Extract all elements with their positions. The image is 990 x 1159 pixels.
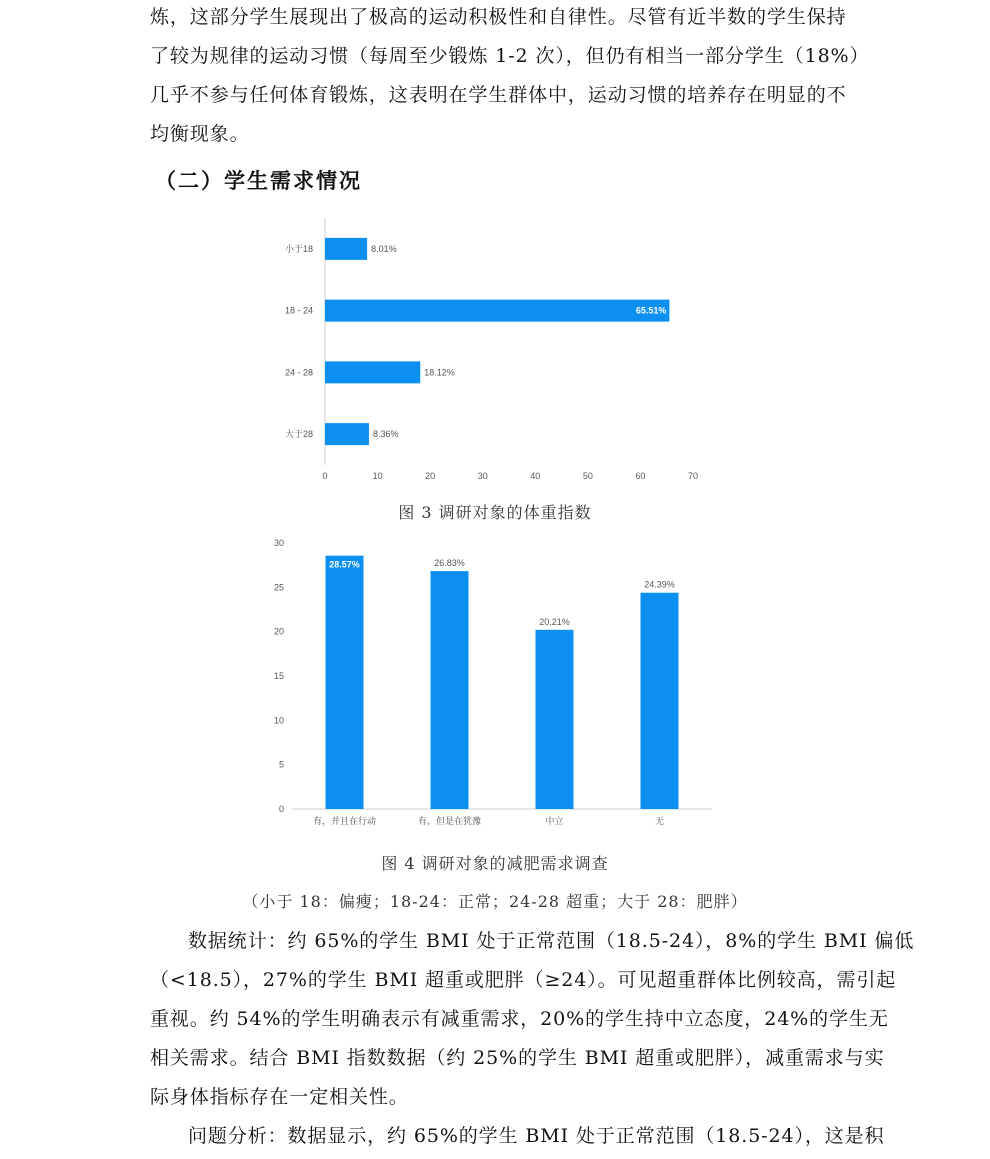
y-tick-label: 25 [273,582,284,593]
y-tick-label: 大于28 [284,429,313,440]
paragraph-line: 重视。约 54%的学生明确表示有减重需求，20%的学生持中立态度，24%的学生无 [150,1008,889,1030]
section-heading: （二）学生需求情况 [155,168,362,193]
bar [536,630,574,809]
data-label: 28.57% [329,559,360,570]
x-tick-label: 30 [477,471,488,481]
paragraph-line: 几乎不参与任何体育锻炼，这表明在学生群体中，运动习惯的培养存在明显的不 [150,84,847,106]
y-tick-label: 20 [273,626,284,637]
data-label: 8.01% [371,243,397,254]
bar [431,571,469,809]
y-tick-label: 小于18 [284,243,313,254]
bar [325,361,420,383]
data-label: 65.51% [635,305,667,316]
x-tick-label: 0 [322,471,328,481]
figure4-caption: 图 4 调研对象的减肥需求调查 [381,854,609,873]
y-tick-label: 10 [273,715,284,726]
bar [325,238,367,260]
x-tick-label: 50 [582,471,593,481]
x-tick-label: 20 [425,471,436,481]
x-tick-label: 40 [530,471,541,481]
x-tick-label: 无 [654,816,665,826]
y-tick-label: 18 - 24 [284,305,313,316]
bmi-legend-note: （小于 18：偏瘦；18-24：正常；24-28 超重；大于 28：肥胖） [242,892,748,911]
x-tick-label: 60 [635,471,646,481]
y-tick-label: 0 [278,804,284,814]
figure3-caption: 图 3 调研对象的体重指数 [398,503,592,522]
x-tick-label: 有，但是在犹豫 [417,816,482,826]
y-tick-label: 24 - 28 [284,367,313,378]
paragraph-line: 均衡现象。 [150,123,250,145]
paragraph-line: 炼，这部分学生展现出了极高的运动积极性和自律性。尽管有近半数的学生保持 [150,6,847,28]
bar [326,556,364,809]
data-label: 18.12% [424,367,455,378]
data-label: 20.21% [539,616,570,627]
paragraph-line: 问题分析：数据显示，约 65%的学生 BMI 处于正常范围（18.5-24），这是积 [188,1125,885,1147]
y-tick-label: 5 [278,759,284,770]
paragraph-line: 数据统计：约 65%的学生 BMI 处于正常范围（18.5-24），8%的学生 BMI 偏低 [188,930,915,952]
x-tick-label: 中立 [545,816,564,826]
paragraph-line: 了较为规律的运动习惯（每周至少锻炼 1-2 次），但仍有相当一部分学生（18%） [150,45,870,67]
y-tick-label: 15 [273,671,284,681]
x-tick-label: 有，并且在行动 [312,816,377,826]
bar [641,593,679,809]
bar [325,300,669,322]
x-tick-label: 70 [687,471,699,481]
paragraph-line: （<18.5），27%的学生 BMI 超重或肥胖（≥24）。可见超重群体比例较高，需引起 [150,969,897,991]
y-tick-label: 30 [273,538,284,548]
data-label: 8.36% [372,429,399,440]
data-label: 24.39% [644,579,675,590]
x-tick-label: 10 [372,471,383,481]
bar [325,423,369,445]
paragraph-line: 际身体指标存在一定相关性。 [150,1086,409,1108]
weight-loss-demand-bar-chart [260,530,730,835]
data-label: 26.83% [434,558,465,569]
paragraph-line: 相关需求。结合 BMI 指数数据（约 25%的学生 BMI 超重或肥胖），减重需求与实 [150,1047,885,1069]
bmi-bar-chart [270,210,730,490]
